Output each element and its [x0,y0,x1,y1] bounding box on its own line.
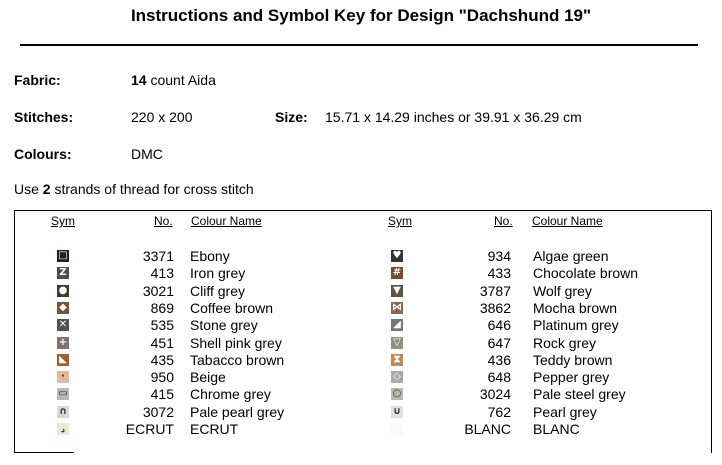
title-rule [20,44,698,46]
colour-name: Teddy brown [533,352,613,368]
instruction-post: strands of thread for cross stitch [50,181,254,197]
white-square-icon: □ [58,250,68,261]
header-name-right: Colour Name [532,214,603,228]
z-icon: Z [57,267,69,279]
hourglass-icon: ⧗ [391,354,403,366]
instruction-pre: Use [14,181,43,197]
hash-icon: # [392,267,402,278]
colour-name: Coffee brown [190,300,274,316]
rect-icon: ▭ [58,388,68,399]
dmc-number: 433 [487,265,511,281]
colour-name: Rock grey [533,335,597,351]
dmc-number: 3072 [142,404,174,420]
colour-name: Pearl grey [533,404,597,420]
dmc-number: 3024 [479,386,511,402]
stitches-value: 220 x 200 [131,109,193,125]
dmc-number: 3787 [479,283,511,299]
header-sym-left: Sym [51,214,75,228]
size-label: Size: [275,109,308,125]
dmc-number: 451 [150,335,174,351]
colour-name: Platinum grey [533,317,619,333]
colour-name: Tabacco brown [190,352,285,368]
heart-icon: ♥ [392,250,402,261]
wedge-icon: ◢ [391,319,403,331]
header-no-right: No. [494,214,513,228]
dmc-number: 435 [150,352,174,368]
dmc-number: 646 [487,317,511,333]
dmc-number: 762 [487,404,511,420]
small-diamond-icon: ◇ [391,371,403,383]
dmc-number: 413 [150,265,174,281]
colour-name: Pale pearl grey [190,404,285,420]
dmc-number: 535 [150,317,174,333]
dmc-number: 415 [150,386,174,402]
triangle-icon: ◣ [57,354,69,366]
fabric-value [131,72,216,88]
dmc-number: ECRUT [125,421,174,437]
dmc-number: 436 [487,352,511,368]
plus-icon: + [58,337,68,348]
circle-icon: ○ [392,388,402,399]
page-title: Instructions and Symbol Key for Design "Dachshund 19" [130,6,592,25]
colour-name: Mocha brown [533,300,618,316]
colour-name: Algae green [533,248,609,264]
dmc-number: 869 [150,300,174,316]
colour-name: Cliff grey [190,283,245,299]
bottom-rule [14,452,74,453]
stitches-label: Stitches: [14,109,74,125]
fabric-count: 14 [131,72,147,88]
fabric-rest: count Aida [146,72,216,88]
header-name-left: Colour Name [191,214,262,228]
colour-name: Chrome grey [190,386,271,402]
colour-name: Pepper grey [533,369,610,385]
colour-name: Iron grey [190,265,246,281]
colours-value: DMC [131,146,163,162]
dmc-number: 934 [487,248,511,264]
dmc-number: BLANC [464,421,511,437]
x-icon: ✕ [58,319,68,330]
colours-label: Colours: [14,146,72,162]
colour-name: ECRUT [190,421,239,437]
colour-name: Beige [190,369,226,385]
size-value: 15.71 x 14.29 inches or 39.91 x 36.29 cm [325,109,582,125]
dmc-number: 950 [150,369,174,385]
small-dot-icon: · [57,371,69,383]
header-no-left: No. [154,214,173,228]
colour-name: BLANC [533,421,580,437]
colour-name: Ebony [190,248,230,264]
colour-name: Pale steel grey [533,386,626,402]
blank-icon [391,423,403,435]
colour-name: Chocolate brown [533,265,639,281]
dmc-number: 648 [487,369,511,385]
bowtie-icon: ⋈ [392,302,402,313]
arch-icon: ∩ [58,406,68,417]
instruction-strands: 2 [42,181,51,197]
colour-name: Stone grey [190,317,258,333]
dmc-number: 3021 [142,283,174,299]
dot-icon: ● [58,285,68,296]
diamond-icon: ◆ [57,302,69,314]
fabric-label: Fabric: [14,72,61,88]
header-sym-right: Sym [388,214,412,228]
outline-triangle-icon: ▽ [391,337,403,349]
instruction-text [14,181,254,197]
dmc-number: 3371 [142,248,174,264]
corner-icon: ⌟ [57,423,69,435]
colour-name: Wolf grey [533,283,592,299]
cup-icon: ∪ [392,406,402,417]
dmc-number: 3862 [479,300,511,316]
dmc-number: 647 [487,335,511,351]
down-triangle-icon: ▼ [391,285,403,297]
colour-name: Shell pink grey [190,335,282,351]
